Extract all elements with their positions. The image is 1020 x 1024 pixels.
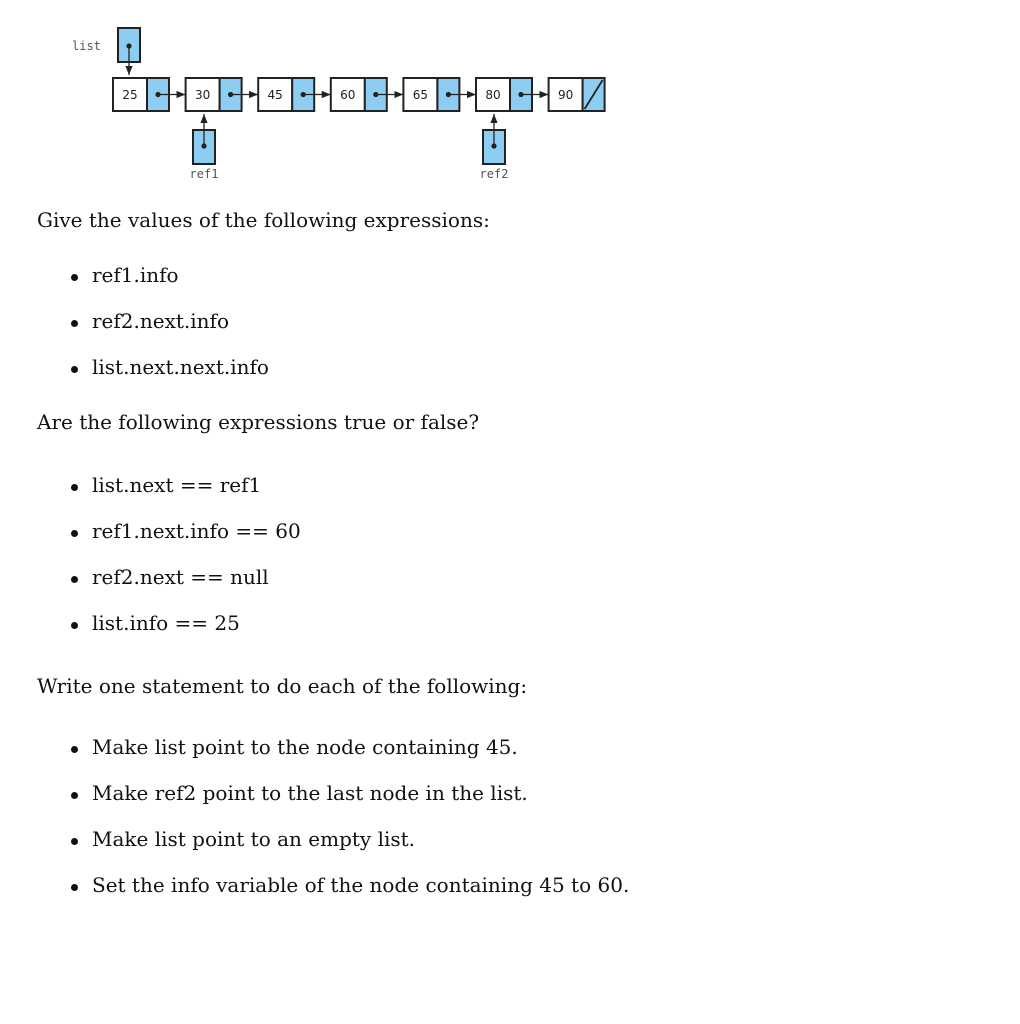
values-item: ref1.info [37, 262, 977, 288]
values-item: list.next.next.info [37, 354, 977, 380]
statements-item: Make list point to an empty list. [37, 826, 977, 852]
node-chain [113, 78, 605, 111]
node-value: 65 [412, 88, 429, 102]
statements-item: Make list point to the node containing 45. [37, 734, 977, 760]
values-list [37, 262, 977, 380]
list-label: list [72, 39, 101, 53]
list-node [113, 78, 186, 111]
truefalse-list [37, 472, 977, 636]
list-node [476, 78, 549, 111]
truefalse-prompt: Are the following expressions true or false? [37, 410, 480, 434]
statements-item: Set the info variable of the node containing 45 to 60. [37, 872, 977, 898]
ref1-label: ref1 [189, 167, 219, 181]
list-node [331, 78, 404, 111]
list-node [258, 78, 331, 111]
truefalse-item: list.next == ref1 [37, 472, 977, 498]
truefalse-item: ref2.next == null [37, 564, 977, 590]
node-value: 45 [267, 88, 283, 102]
list-node [186, 78, 259, 111]
node-value: 80 [485, 88, 501, 102]
node-value: 25 [122, 88, 138, 102]
values-prompt: Give the values of the following expressions: [37, 208, 490, 232]
statements-item: Make ref2 point to the last node in the list. [37, 780, 977, 806]
truefalse-item: list.info == 25 [37, 610, 977, 636]
linked-list-diagram [0, 0, 640, 200]
node-value: 90 [557, 88, 574, 102]
node-value: 30 [194, 88, 211, 102]
statements-prompt: Write one statement to do each of the following: [37, 674, 528, 698]
ref2-label: ref2 [479, 167, 509, 181]
exercise-text [37, 206, 977, 898]
statements-list [37, 734, 977, 898]
values-item: ref2.next.info [37, 308, 977, 334]
list-node [403, 78, 476, 111]
truefalse-item: ref1.next.info == 60 [37, 518, 977, 544]
list-node [549, 78, 605, 111]
node-value: 60 [340, 88, 356, 102]
